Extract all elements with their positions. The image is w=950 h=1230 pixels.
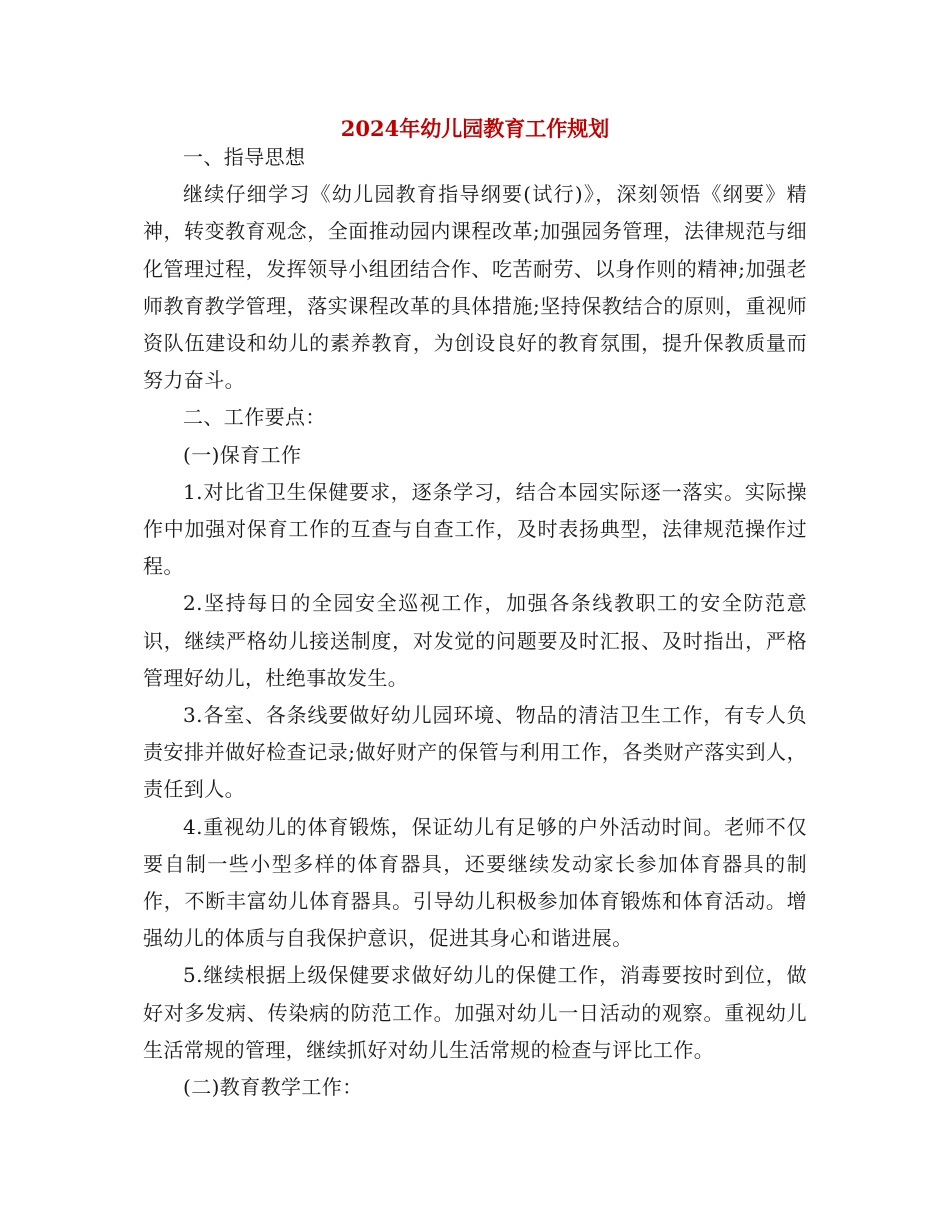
- list-item-3: 3.各室、各条线要做好幼儿园环境、物品的清洁卫生工作，有专人负责安排并做好检查记录;做好财产的保管与利用工作，各类财产落实到人，责任到人。: [143, 703, 807, 802]
- list-item-1: 1.对比省卫生保健要求，逐条学习，结合本园实际逐一落实。实际操作中加强对保育工作的互查与自查工作，及时表扬典型，法律规范操作过程。: [143, 479, 807, 579]
- paragraph-guiding-ideology: 继续仔细学习《幼儿园教育指导纲要(试行)》，深刻领悟《纲要》精神，转变教育观念，全面推动园内课程改革;加强园务管理，法律规范与细化管理过程，发挥领导小组团结合作、吃苦耐劳、以身作则的精神;加强老师教育教学管理，落实课程改革的具体措施;坚持保教结合的原则，重视师资队伍建设和幼儿的素养教育，为创设良好的教育氛围，提升保教质量而努力奋斗。: [143, 182, 807, 393]
- list-item-4: 4.重视幼儿的体育锻炼，保证幼儿有足够的户外活动时间。老师不仅要自制一些小型多样的体育器具，还要继续发动家长参加体育器具的制作，不断丰富幼儿体育器具。引导幼儿积极参加体育锻炼和体育活动。增强幼儿的体质与自我保护意识，促进其身心和谐进展。: [143, 814, 807, 951]
- section-heading-work-points: 二、工作要点：: [183, 405, 326, 430]
- document-body: [143, 139, 807, 1106]
- document-title: 2024年幼儿园教育工作规划: [340, 116, 610, 141]
- list-item-5: 5.继续根据上级保健要求做好幼儿的保健工作，消毒要按时到位，做好对多发病、传染病的防范工作。加强对幼儿一日活动的观察。重视幼儿生活常规的管理，继续抓好对幼儿生活常规的检查与评比工作。: [143, 963, 807, 1062]
- list-item-2: 2.坚持每日的全园安全巡视工作，加强各条线教职工的安全防范意识，继续严格幼儿接送制度，对发觉的问题要及时汇报、及时指出，严格管理好幼儿，杜绝事故发生。: [143, 591, 807, 690]
- section-heading-guiding-ideology: 一、指导思想: [183, 145, 306, 169]
- subsection-heading-childcare: (一)保育工作: [183, 442, 302, 467]
- subsection-heading-teaching: (二)教育教学工作：: [183, 1075, 363, 1100]
